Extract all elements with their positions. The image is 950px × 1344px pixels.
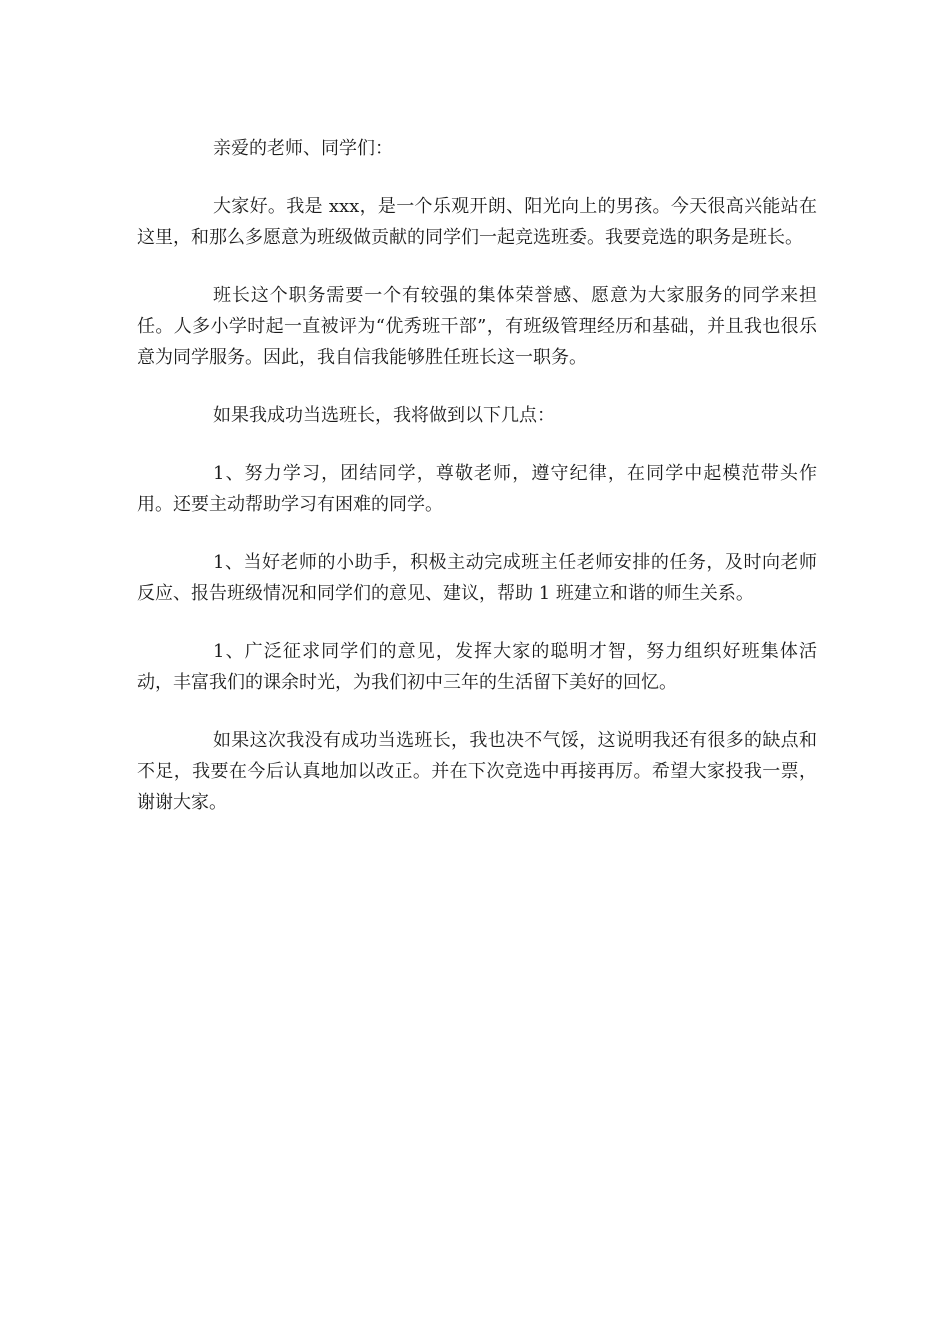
paragraph-point-study: 1、努力学习，团结同学，尊敬老师，遵守纪律，在同学中起模范带头作用。还要主动帮助学习有困难的同学。 <box>137 463 817 515</box>
paragraph-point-activities: 1、广泛征求同学们的意见，发挥大家的聪明才智，努力组织好班集体活动，丰富我们的课余时光，为我们初中三年的生活留下美好的回忆。 <box>137 641 817 693</box>
speech-body <box>137 133 817 845</box>
paragraph-qualification: 班长这个职务需要一个有较强的集体荣誉感、愿意为大家服务的同学来担任。人多小学时起一直被评为“优秀班干部”，有班级管理经历和基础，并且我也很乐意为同学服务。因此，我自信我能够胜任班长这一职务。 <box>137 285 817 368</box>
greeting: 亲爱的老师、同学们： <box>213 138 393 159</box>
paragraph-intro: 大家好。我是 xxx，是一个乐观开朗、阳光向上的男孩。今天很高兴能站在这里，和那么多愿意为班级做贡献的同学们一起竞选班委。我要竞选的职务是班长。 <box>137 196 817 248</box>
paragraph-point-assistant: 1、当好老师的小助手，积极主动完成班主任老师安排的任务，及时向老师反应、报告班级情况和同学们的意见、建议，帮助 1 班建立和谐的师生关系。 <box>137 552 817 604</box>
paragraph-plan-intro: 如果我成功当选班长，我将做到以下几点： <box>213 405 555 426</box>
paragraph-closing: 如果这次我没有成功当选班长，我也决不气馁，这说明我还有很多的缺点和不足，我要在今后认真地加以改正。并在下次竞选中再接再厉。希望大家投我一票，谢谢大家。 <box>137 730 817 813</box>
